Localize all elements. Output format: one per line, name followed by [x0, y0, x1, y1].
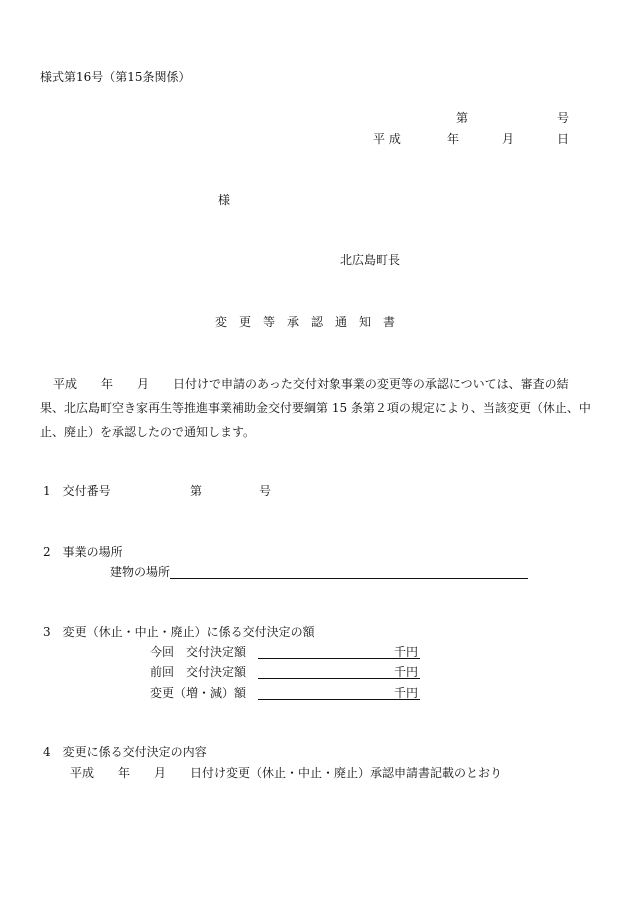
date-day: 日 — [557, 132, 570, 146]
document-title: 変 更 等 承 認 通 知 書 — [215, 315, 396, 329]
section1-label: 1 交付番号 — [43, 484, 111, 498]
change-amount-unit: 千円 — [394, 686, 419, 700]
section4-text: 平成 年 月 日付け変更（休止・中止・廃止）承認申請書記載のとおり — [70, 766, 503, 780]
date-month: 月 — [502, 132, 515, 146]
section2-label: 2 事業の場所 — [43, 545, 123, 559]
section1-go: 号 — [259, 484, 272, 498]
form-number: 様式第16号（第15条関係） — [40, 70, 191, 84]
building-location-label: 建物の場所 — [110, 565, 171, 579]
previous-amount-unit: 千円 — [394, 665, 419, 679]
body-paragraph: 平成 年 月 日付けで申請のあった交付対象事業の変更等の承認については、審査の結果、北広島町空き家再生等推進事業補助金交付要綱第 15 条第２項の規定により、当該変更（休止、中止、廃止）を承認したので通知します。 — [40, 377, 591, 439]
current-amount-unit: 千円 — [394, 645, 419, 659]
current-amount-label: 今回 交付決定額 — [150, 645, 247, 659]
change-amount-label: 変更（増・減）額 — [150, 686, 247, 700]
building-location-underline — [170, 578, 528, 579]
issuer: 北広島町長 — [340, 253, 401, 267]
section4-label: 4 変更に係る交付決定の内容 — [43, 745, 207, 759]
date-era: 平 成 — [373, 132, 401, 146]
date-year: 年 — [447, 132, 460, 146]
doc-number-go: 号 — [557, 111, 570, 125]
doc-number-dai: 第 — [456, 111, 469, 125]
section1-dai: 第 — [190, 484, 203, 498]
addressee-suffix: 様 — [218, 193, 231, 207]
previous-amount-label: 前回 交付決定額 — [150, 665, 247, 679]
section3-label: 3 変更（休止・中止・廃止）に係る交付決定の額 — [43, 625, 315, 639]
